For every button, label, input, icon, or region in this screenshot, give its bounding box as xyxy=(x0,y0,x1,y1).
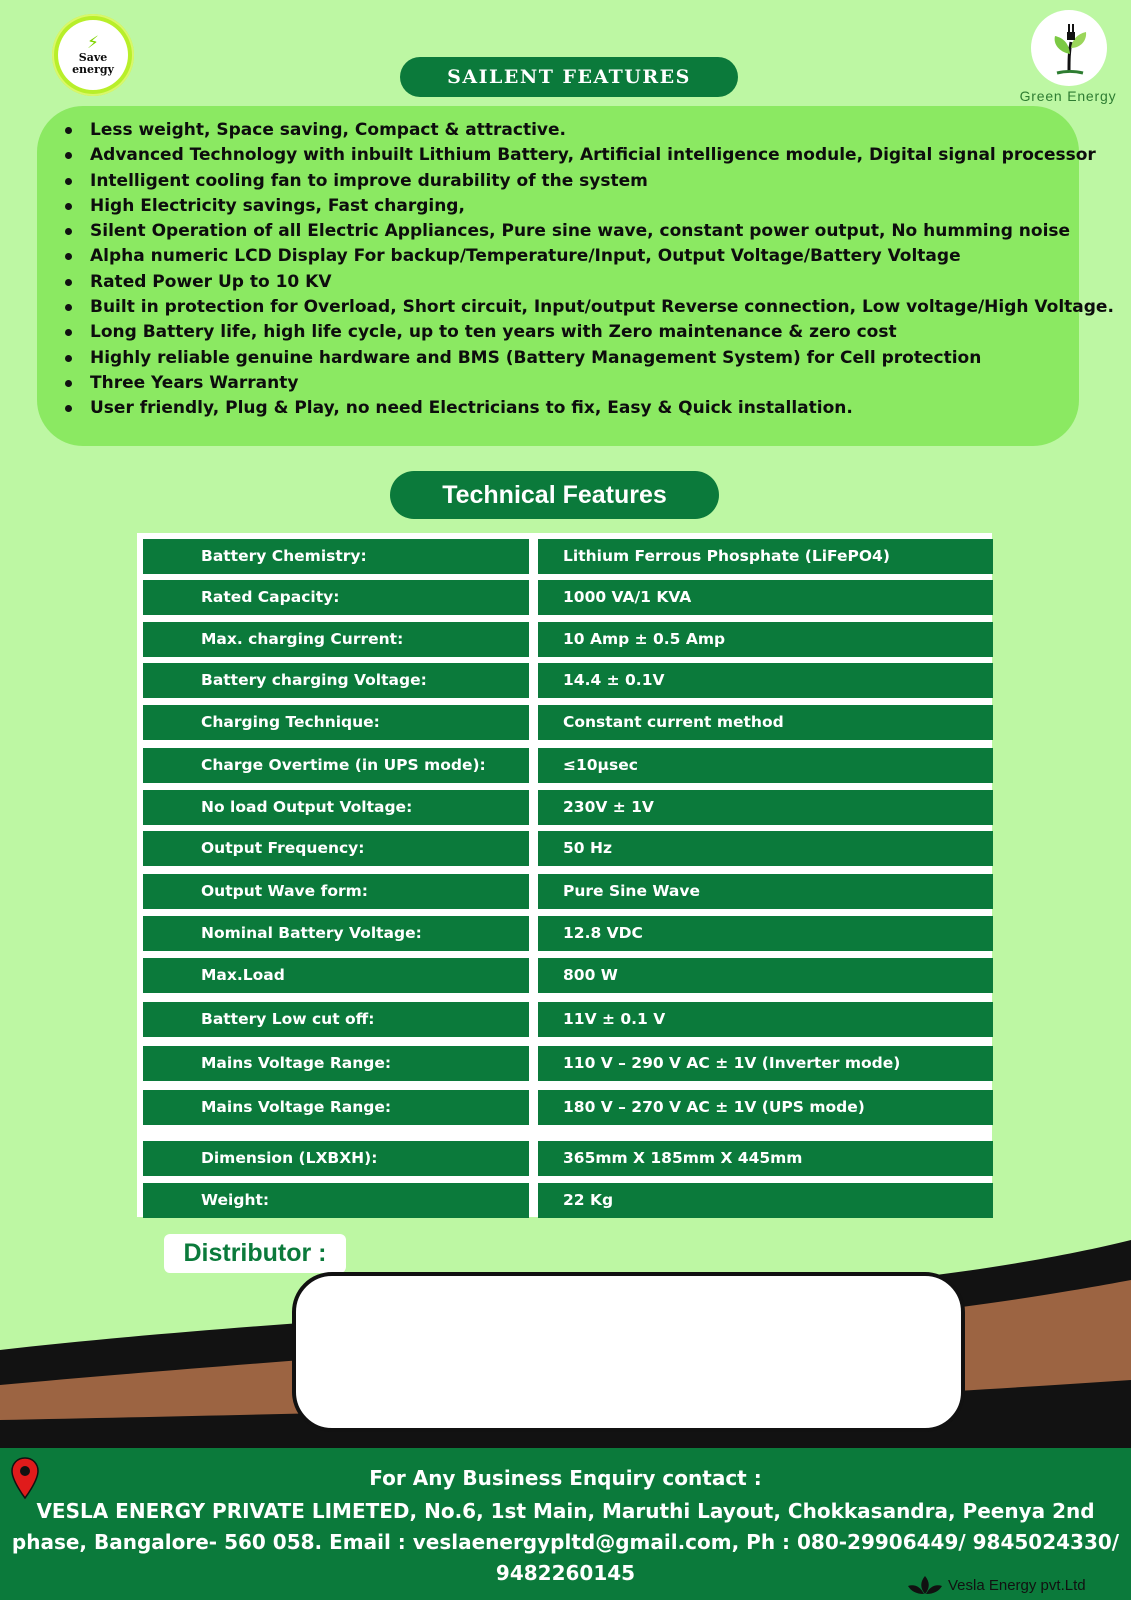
spec-value: 14.4 ± 0.1V xyxy=(538,663,993,698)
sailent-features-heading: SAILENT FEATURES xyxy=(400,57,738,97)
spec-label: Charging Technique: xyxy=(143,705,529,740)
lightning-bolt-icon: ⚡ xyxy=(87,32,99,53)
feature-text: Rated Power Up to 10 KV xyxy=(90,271,332,292)
spec-row xyxy=(143,748,993,783)
logo-caption: Green Energy xyxy=(1019,88,1117,104)
bullet-icon xyxy=(65,127,72,134)
bullet-icon xyxy=(65,304,72,311)
footer-address-line-2: phase, Bangalore- 560 058. Email : veslaenergypltd@gmail.com, Ph : 080-29906449/ 9845024330/ xyxy=(11,1530,1120,1554)
feature-text: User friendly, Plug & Play, no need Electricians to fix, Easy & Quick installation. xyxy=(90,398,853,419)
spec-label: Max. charging Current: xyxy=(143,622,529,657)
spec-row xyxy=(143,874,993,909)
spec-row xyxy=(143,958,993,993)
spec-value: 10 Amp ± 0.5 Amp xyxy=(538,622,993,657)
spec-value: 800 W xyxy=(538,958,993,993)
spec-label: Dimension (LXBXH): xyxy=(143,1141,529,1176)
spec-value: 50 Hz xyxy=(538,831,993,866)
spec-value: ≤10µsec xyxy=(538,748,993,783)
spec-label: No load Output Voltage: xyxy=(143,790,529,825)
feature-text: Highly reliable genuine hardware and BMS (Battery Management System) for Cell protection xyxy=(90,347,982,368)
spec-row xyxy=(143,539,993,574)
spec-row xyxy=(143,1090,993,1125)
spec-value: 365mm X 185mm X 445mm xyxy=(538,1141,993,1176)
feature-item xyxy=(60,371,1070,396)
feature-item xyxy=(60,346,1070,371)
bullet-icon xyxy=(65,405,72,412)
feature-item xyxy=(60,396,1070,421)
spec-row xyxy=(143,622,993,657)
bullet-icon xyxy=(65,178,72,185)
badge-inner xyxy=(58,20,128,90)
feature-item xyxy=(60,169,1070,194)
feature-text: Less weight, Space saving, Compact & attractive. xyxy=(90,120,566,140)
technical-features-heading: Technical Features xyxy=(390,471,719,519)
spec-value: 11V ± 0.1 V xyxy=(538,1002,993,1037)
feature-item xyxy=(60,295,1114,320)
spec-row xyxy=(143,580,993,615)
badge-text: Save energy xyxy=(72,50,114,76)
feature-item xyxy=(60,194,1070,219)
spec-label: Weight: xyxy=(143,1183,529,1218)
spec-label: Battery Low cut off: xyxy=(143,1002,529,1037)
spec-label: Mains Voltage Range: xyxy=(143,1090,529,1125)
spec-row xyxy=(143,1002,993,1037)
spec-value: 12.8 VDC xyxy=(538,916,993,951)
feature-text: Built in protection for Overload, Short circuit, Input/output Reverse connection, Low voltage/High Voltage. xyxy=(90,297,1114,318)
distributor-label: Distributor : xyxy=(164,1234,346,1273)
bullet-icon xyxy=(65,279,72,286)
spec-label: Max.Load xyxy=(143,958,529,993)
spec-row xyxy=(143,663,993,698)
plug-plant-icon xyxy=(1031,10,1107,86)
spec-label: Battery charging Voltage: xyxy=(143,663,529,698)
distributor-box xyxy=(292,1272,965,1432)
bullet-icon xyxy=(65,380,72,387)
feature-text: Silent Operation of all Electric Appliances, Pure sine wave, constant power output, No humming noise xyxy=(90,221,1071,242)
spec-row xyxy=(143,790,993,825)
brand-mark xyxy=(906,1574,1086,1596)
spec-label: Rated Capacity: xyxy=(143,580,529,615)
feature-item xyxy=(60,143,1096,168)
spec-value: Lithium Ferrous Phosphate (LiFePO4) xyxy=(538,539,993,574)
spec-value: 1000 VA/1 KVA xyxy=(538,580,993,615)
spec-value: 230V ± 1V xyxy=(538,790,993,825)
feature-item xyxy=(60,270,1070,295)
green-energy-logo xyxy=(1031,10,1107,86)
spec-value: 180 V – 270 V AC ± 1V (UPS mode) xyxy=(538,1090,993,1125)
footer-heading: For Any Business Enquiry contact : xyxy=(369,1466,762,1490)
spec-label: Output Frequency: xyxy=(143,831,529,866)
feature-text: Alpha numeric LCD Display For backup/Temperature/Input, Output Voltage/Battery Voltage xyxy=(90,246,961,267)
bullet-icon xyxy=(65,329,72,336)
spec-value: 110 V – 290 V AC ± 1V (Inverter mode) xyxy=(538,1046,993,1081)
feature-item xyxy=(60,244,1070,269)
footer-address-line-3: 9482260145 xyxy=(495,1561,636,1585)
spec-row xyxy=(143,916,993,951)
spec-label: Output Wave form: xyxy=(143,874,529,909)
spec-label: Mains Voltage Range: xyxy=(143,1046,529,1081)
spec-row xyxy=(143,831,993,866)
bullet-icon xyxy=(65,203,72,210)
save-energy-badge xyxy=(52,14,134,96)
bullet-icon xyxy=(65,228,72,235)
features-list xyxy=(60,118,1114,422)
feature-text: Intelligent cooling fan to improve durability of the system xyxy=(90,170,648,191)
feature-item xyxy=(60,320,1070,345)
feature-text: Three Years Warranty xyxy=(90,372,299,393)
spec-row xyxy=(143,1183,993,1218)
bullet-icon xyxy=(65,253,72,260)
spec-row xyxy=(143,1141,993,1176)
spec-label: Battery Chemistry: xyxy=(143,539,529,574)
spec-value: 22 Kg xyxy=(538,1183,993,1218)
brand-name: Vesla Energy pvt.Ltd xyxy=(948,1576,1086,1594)
spec-value: Constant current method xyxy=(538,705,993,740)
bullet-icon xyxy=(65,152,72,159)
spec-row xyxy=(143,1046,993,1081)
spec-row xyxy=(143,705,993,740)
feature-item xyxy=(60,118,1070,143)
spec-value: Pure Sine Wave xyxy=(538,874,993,909)
leaf-logo-icon xyxy=(906,1574,944,1596)
bullet-icon xyxy=(65,355,72,362)
feature-text: High Electricity savings, Fast charging, xyxy=(90,195,465,216)
spec-label: Nominal Battery Voltage: xyxy=(143,916,529,951)
location-pin-icon xyxy=(10,1456,40,1500)
spec-label: Charge Overtime (in UPS mode): xyxy=(143,748,529,783)
feature-text: Advanced Technology with inbuilt Lithium Battery, Artificial intelligence module, Digital signal processor xyxy=(90,145,1096,166)
footer-address-line-1: VESLA ENERGY PRIVATE LIMETED, No.6, 1st Main, Maruthi Layout, Chokkasandra, Peenya 2nd xyxy=(36,1499,1095,1523)
feature-item xyxy=(60,219,1070,244)
feature-text: Long Battery life, high life cycle, up to ten years with Zero maintenance & zero cost xyxy=(90,322,897,343)
